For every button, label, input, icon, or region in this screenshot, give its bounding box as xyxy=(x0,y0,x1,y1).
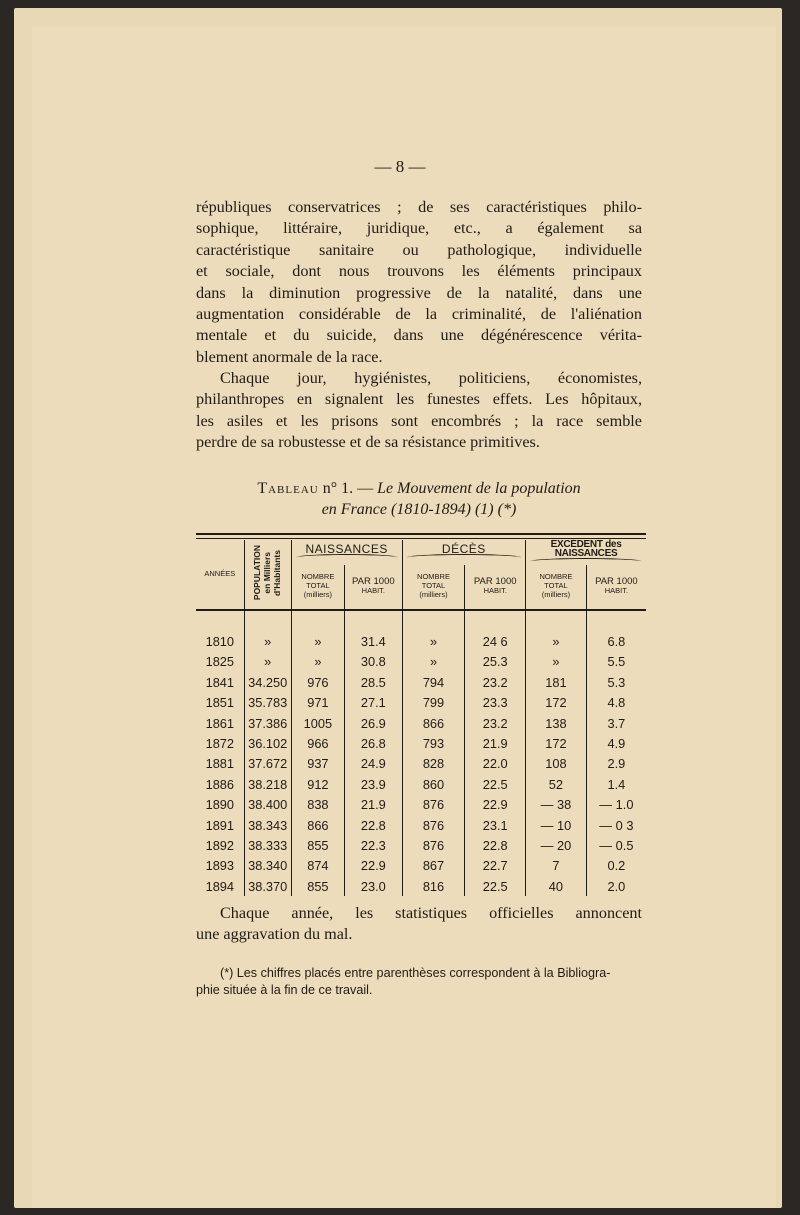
header-text: TOTAL xyxy=(421,581,446,591)
header-text: TOTAL xyxy=(544,581,568,591)
cell-deces-total: 794 xyxy=(402,672,465,692)
table-row xyxy=(196,795,646,815)
table-body xyxy=(196,631,646,896)
header-population xyxy=(244,540,291,606)
text-line: philanthropes en signalent les funestes effets. Les hôpitaux, xyxy=(196,390,642,409)
cell-population: 34.250 xyxy=(244,672,291,692)
cell-deces-total: 860 xyxy=(402,774,465,794)
cell-exc-par1000: 0.2 xyxy=(586,856,646,876)
cell-year: 1891 xyxy=(205,817,235,833)
cell-deces-total: 876 xyxy=(402,815,465,835)
table-row xyxy=(196,856,646,876)
cell-naiss-par1000: 27.1 xyxy=(345,693,403,713)
cell-exc-total: 52 xyxy=(526,774,587,794)
cell-year: 1810 xyxy=(205,634,235,650)
caption-line-1 xyxy=(196,478,642,499)
header-deces-total xyxy=(402,565,465,606)
cell-exc-par1000: 3.7 xyxy=(586,713,646,733)
cell-naiss-par1000: 23.9 xyxy=(345,774,403,794)
cell-year: 1886 xyxy=(205,776,235,792)
cell-year: 1881 xyxy=(205,756,235,772)
footnote-line: (*) Les chiffres placés entre parenthèses correspondent à la Bibliogra- xyxy=(220,966,611,980)
cell-deces-par1000: 23.2 xyxy=(465,672,526,692)
cell-deces-par1000: 25.3 xyxy=(465,652,526,672)
cell-year: 1894 xyxy=(205,878,235,894)
text-line: les asiles et les prisons sont encombrés ; la race semble xyxy=(196,411,642,430)
cell-exc-par1000: 6.8 xyxy=(586,631,646,651)
footnote xyxy=(196,965,650,999)
cell-exc-total: 172 xyxy=(526,733,587,753)
header-population-sub1: en Milliers xyxy=(262,552,273,594)
cell-year: 1890 xyxy=(205,797,235,813)
cell-deces-par1000: 22.5 xyxy=(465,774,526,794)
cell-naiss-par1000: 28.5 xyxy=(345,672,403,692)
cell-naiss-total: 971 xyxy=(291,693,344,713)
header-deces-label: DÉCÈS xyxy=(441,541,486,556)
cell-deces-total: » xyxy=(402,652,465,672)
header-text: NOMBRE xyxy=(417,572,450,582)
paragraph-2 xyxy=(196,368,642,454)
cell-naiss-total: 976 xyxy=(291,672,344,692)
cell-exc-total: 181 xyxy=(526,672,587,692)
cell-naiss-par1000: 30.8 xyxy=(345,652,403,672)
text-line: augmentation considérable de la criminalité, de l'aliénation xyxy=(196,305,642,324)
cell-exc-par1000: 5.5 xyxy=(586,652,646,672)
cell-exc-total: — 38 xyxy=(526,795,587,815)
text-line: une aggravation du mal. xyxy=(196,925,353,944)
cell-population: 37.672 xyxy=(244,754,291,774)
cell-year: 1861 xyxy=(205,715,235,731)
cell-deces-par1000: 22.9 xyxy=(465,795,526,815)
cell-naiss-total: 874 xyxy=(291,856,344,876)
paragraph-1 xyxy=(196,197,642,368)
cell-population: 38.400 xyxy=(244,795,291,815)
cell-naiss-par1000: 31.4 xyxy=(345,631,403,651)
cell-exc-total: 108 xyxy=(526,754,587,774)
header-deces xyxy=(402,540,525,565)
caption-dash: — xyxy=(353,480,378,497)
header-excedent-label: EXCÉDENT des NAISSANCES xyxy=(550,539,622,560)
cell-population: » xyxy=(244,652,291,672)
cell-naiss-par1000: 22.8 xyxy=(345,815,403,835)
cell-exc-par1000: 4.9 xyxy=(586,733,646,753)
text-line: caractéristique sanitaire ou pathologique, individuelle xyxy=(196,240,642,259)
cell-naiss-par1000: 23.0 xyxy=(345,876,403,896)
cell-exc-par1000: 4.8 xyxy=(586,693,646,713)
cell-year: 1825 xyxy=(205,654,235,670)
table-caption xyxy=(196,478,642,520)
cell-population: 38.343 xyxy=(244,815,291,835)
population-table xyxy=(196,540,646,896)
table-row xyxy=(196,774,646,794)
cell-naiss-total: 966 xyxy=(291,733,344,753)
cell-exc-par1000: 2.9 xyxy=(586,754,646,774)
cell-naiss-par1000: 24.9 xyxy=(345,754,403,774)
header-exc-par1000 xyxy=(586,565,646,606)
header-text: (milliers) xyxy=(303,590,333,600)
header-exc-total xyxy=(526,565,587,606)
header-naiss-par1000 xyxy=(345,565,403,606)
cell-exc-total: 40 xyxy=(526,876,587,896)
table-row xyxy=(196,876,646,896)
cell-deces-total: 876 xyxy=(402,835,465,855)
cell-deces-total: » xyxy=(402,631,465,651)
cell-population: 38.333 xyxy=(244,835,291,855)
cell-population: 35.783 xyxy=(244,693,291,713)
cell-exc-par1000: 2.0 xyxy=(586,876,646,896)
cell-year: 1841 xyxy=(205,674,235,690)
text-line: Chaque année, les statistiques officielles annoncent xyxy=(220,904,642,922)
cell-population: 37.386 xyxy=(244,713,291,733)
cell-exc-total: 7 xyxy=(526,856,587,876)
cell-deces-par1000: 23.1 xyxy=(465,815,526,835)
header-text: (milliers) xyxy=(541,590,571,600)
cell-deces-par1000: 22.0 xyxy=(465,754,526,774)
cell-exc-total: 172 xyxy=(526,693,587,713)
cell-naiss-par1000: 26.8 xyxy=(345,733,403,753)
paragraph-3 xyxy=(196,903,642,946)
header-naissances-label: NAISSANCES xyxy=(305,541,388,556)
cell-deces-par1000: 22.7 xyxy=(465,856,526,876)
table-row xyxy=(196,652,646,672)
cell-naiss-total: 866 xyxy=(291,815,344,835)
page-number: — 8 — xyxy=(374,157,426,176)
caption-title-1: Le Mouvement de la population xyxy=(377,480,581,497)
cell-exc-total: » xyxy=(526,652,587,672)
cell-deces-par1000: 23.3 xyxy=(465,693,526,713)
text-line: dans la diminution progressive de la natalité, dans une xyxy=(196,283,642,302)
cell-exc-total: » xyxy=(526,631,587,651)
text-line: Chaque jour, hygiénistes, politiciens, économistes, xyxy=(220,369,642,387)
cell-naiss-par1000: 26.9 xyxy=(345,713,403,733)
cell-naiss-total: » xyxy=(291,652,344,672)
table-row xyxy=(196,835,646,855)
table-row xyxy=(196,713,646,733)
cell-exc-par1000: 1.4 xyxy=(586,774,646,794)
cell-year: 1893 xyxy=(205,858,235,874)
cell-deces-total: 816 xyxy=(402,876,465,896)
cell-deces-total: 876 xyxy=(402,795,465,815)
header-text: PAR 1000 xyxy=(595,575,638,587)
cell-naiss-par1000: 22.9 xyxy=(345,856,403,876)
text-line: blement anormale de la race. xyxy=(196,347,383,366)
cell-naiss-total: 855 xyxy=(291,835,344,855)
cell-exc-par1000: — 0.5 xyxy=(586,835,646,855)
cell-population: 38.340 xyxy=(244,856,291,876)
cell-naiss-total: 838 xyxy=(291,795,344,815)
header-excedent xyxy=(526,540,646,565)
cell-deces-total: 866 xyxy=(402,713,465,733)
header-text: HABIT. xyxy=(361,585,385,595)
caption-label: Tableau xyxy=(257,480,319,497)
cell-deces-par1000: 24 6 xyxy=(465,631,526,651)
caption-title-2: en France (1810-1894) (1) (*) xyxy=(321,501,517,518)
cell-exc-total: — 10 xyxy=(526,815,587,835)
header-text: TOTAL xyxy=(306,581,330,591)
footnote-line: phie située à la fin de ce travail. xyxy=(196,983,373,997)
cell-population: 38.218 xyxy=(244,774,291,794)
table-row xyxy=(196,754,646,774)
cell-naiss-par1000: 22.3 xyxy=(345,835,403,855)
cell-deces-par1000: 22.8 xyxy=(465,835,526,855)
cell-exc-par1000: 5.3 xyxy=(586,672,646,692)
header-text: (milliers) xyxy=(419,590,448,600)
cell-year: 1872 xyxy=(205,736,235,752)
header-population-sub2: d'Habitants xyxy=(272,550,283,596)
cell-exc-par1000: — 1.0 xyxy=(586,795,646,815)
header-deces-par1000 xyxy=(465,565,526,606)
cell-exc-total: — 20 xyxy=(526,835,587,855)
cell-naiss-total: 855 xyxy=(291,876,344,896)
header-annees: ANNÉES xyxy=(204,568,236,578)
table-row xyxy=(196,672,646,692)
caption-number: n° 1. xyxy=(322,480,354,497)
spacer-row xyxy=(196,610,646,631)
header-text: PAR 1000 xyxy=(473,575,517,587)
cell-deces-total: 867 xyxy=(402,856,465,876)
table-row xyxy=(196,815,646,835)
header-brace xyxy=(530,558,642,565)
cell-deces-par1000: 22.5 xyxy=(465,876,526,896)
header-text: PAR 1000 xyxy=(352,575,395,587)
cell-naiss-total: 912 xyxy=(291,774,344,794)
cell-naiss-total: 1005 xyxy=(291,713,344,733)
table-row xyxy=(196,631,646,651)
cell-deces-total: 799 xyxy=(402,693,465,713)
cell-deces-par1000: 21.9 xyxy=(465,733,526,753)
cell-year: 1892 xyxy=(205,837,235,853)
cell-exc-total: 138 xyxy=(526,713,587,733)
header-population-label: POPULATION xyxy=(252,545,263,601)
cell-deces-total: 828 xyxy=(402,754,465,774)
text-line: républiques conservatrices ; de ses caractéristiques philo- xyxy=(196,198,642,216)
header-text: NOMBRE xyxy=(539,572,573,582)
header-naissances xyxy=(291,540,402,565)
cell-year: 1851 xyxy=(205,695,235,711)
cell-naiss-par1000: 21.9 xyxy=(345,795,403,815)
cell-naiss-total: 937 xyxy=(291,754,344,774)
cell-population: 36.102 xyxy=(244,733,291,753)
cell-deces-total: 793 xyxy=(402,733,465,753)
text-line: et sociale, dont nous trouvons les éléments principaux xyxy=(196,262,642,281)
text-line: sophique, littéraire, juridique, etc., a également sa xyxy=(196,219,642,238)
cell-population: » xyxy=(244,631,291,651)
table-row xyxy=(196,693,646,713)
cell-population: 38.370 xyxy=(244,876,291,896)
table-row xyxy=(196,733,646,753)
header-text: HABIT. xyxy=(483,585,507,595)
cell-deces-par1000: 23.2 xyxy=(465,713,526,733)
text-line: perdre de sa robustesse et de sa résistance primitives. xyxy=(196,433,540,452)
cell-exc-par1000: — 0 3 xyxy=(586,815,646,835)
header-text: HABIT. xyxy=(604,585,629,595)
text-line: mentale et du suicide, dans une dégénérescence vérita- xyxy=(196,326,642,345)
cell-naiss-total: » xyxy=(291,631,344,651)
header-naiss-total xyxy=(291,565,344,606)
header-text: NOMBRE xyxy=(301,572,335,582)
